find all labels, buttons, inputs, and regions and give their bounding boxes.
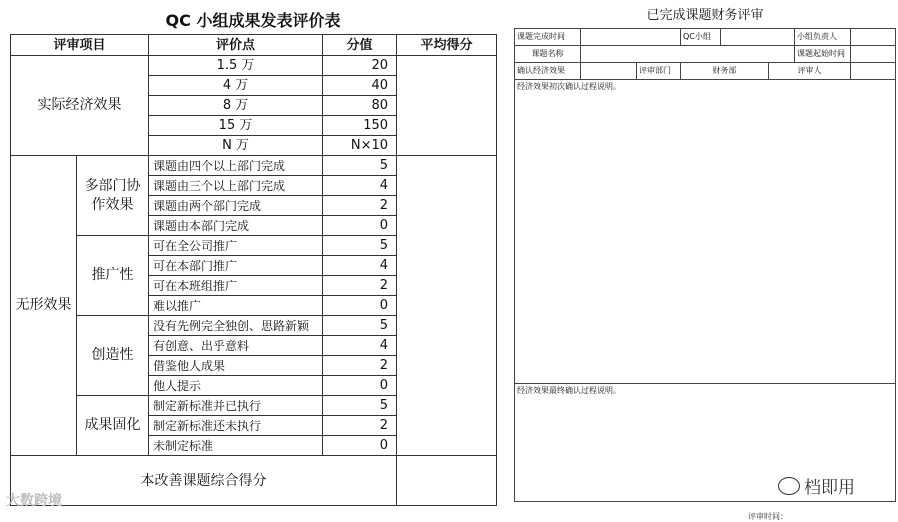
point-cell: 8 万 <box>149 96 323 116</box>
point-cell: 制定新标准还未执行 <box>149 416 323 436</box>
point-cell: 课题由四个以上部门完成 <box>149 156 323 176</box>
header-review-item: 评审项目 <box>11 35 149 56</box>
score-cell: 2 <box>323 356 397 376</box>
point-cell: 难以推广 <box>149 296 323 316</box>
point-cell: 可在本部门推广 <box>149 256 323 276</box>
wechat-icon <box>778 477 800 495</box>
topic-name-label: 课题名称 <box>515 46 581 63</box>
leader-label: 小组负责人 <box>795 29 851 46</box>
point-cell: 借鉴他人成果 <box>149 356 323 376</box>
header-row <box>11 35 497 56</box>
finance-review-table <box>514 28 896 502</box>
final-note: 经济效果最终确认过程说明。 <box>515 384 896 502</box>
total-row <box>11 456 497 506</box>
group-label: 多部门协作效果 <box>77 156 149 236</box>
point-cell: 课题由两个部门完成 <box>149 196 323 216</box>
review-dept-label: 评审部门 <box>637 63 681 80</box>
info-row-2 <box>515 46 896 63</box>
info-row-3 <box>515 63 896 80</box>
score-cell: 4 <box>323 336 397 356</box>
score-cell: 2 <box>323 276 397 296</box>
point-cell: 制定新标准并已执行 <box>149 396 323 416</box>
point-cell: 15 万 <box>149 116 323 136</box>
intangible-label: 无形效果 <box>11 156 77 456</box>
score-cell: 5 <box>323 156 397 176</box>
score-cell: 4 <box>323 256 397 276</box>
score-cell: 80 <box>323 96 397 116</box>
point-cell: 4 万 <box>149 76 323 96</box>
score-cell: 2 <box>323 196 397 216</box>
average-economic <box>397 56 497 156</box>
group-label: 推广性 <box>77 236 149 316</box>
score-cell: 0 <box>323 296 397 316</box>
point-cell: 没有先例完全独创、思路新颖 <box>149 316 323 336</box>
reviewer-value <box>851 63 896 80</box>
score-cell: 4 <box>323 176 397 196</box>
page-title: QC 小组成果发表评价表 <box>165 11 341 30</box>
score-cell: 150 <box>323 116 397 136</box>
start-time-label: 课题起始时间 <box>795 46 851 63</box>
group-label: 成果固化 <box>77 396 149 456</box>
table-row <box>11 56 497 76</box>
completion-time-value <box>581 29 681 46</box>
point-cell: 可在本班组推广 <box>149 276 323 296</box>
watermark-left: 大数跨境 <box>6 493 62 509</box>
point-cell: 课题由本部门完成 <box>149 216 323 236</box>
topic-name-value <box>581 46 795 63</box>
score-cell: 20 <box>323 56 397 76</box>
review-time-label: 评审时间： <box>748 512 788 521</box>
score-cell: 2 <box>323 416 397 436</box>
watermark-right <box>778 473 855 498</box>
score-cell: 0 <box>323 436 397 456</box>
start-time-value <box>851 46 896 63</box>
watermark-right-text: 档即用 <box>804 478 855 498</box>
point-cell: 课题由三个以上部门完成 <box>149 176 323 196</box>
point-cell: 他人提示 <box>149 376 323 396</box>
score-cell: 0 <box>323 216 397 236</box>
initial-note: 经济效果初次确认过程说明。 <box>515 80 896 384</box>
score-cell: N×10 <box>323 136 397 156</box>
economic-label: 实际经济效果 <box>11 56 149 156</box>
average-intangible <box>397 156 497 456</box>
total-label: 本改善课题综合得分 <box>11 456 397 506</box>
review-dept-value: 财务部 <box>681 63 769 80</box>
point-cell: 有创意、出乎意料 <box>149 336 323 356</box>
group-label: 创造性 <box>77 316 149 396</box>
qc-group-label: QC小组 <box>681 29 721 46</box>
score-cell: 5 <box>323 396 397 416</box>
completion-time-label: 课题完成时间 <box>515 29 581 46</box>
reviewer-label: 评审人 <box>769 63 851 80</box>
score-cell: 0 <box>323 376 397 396</box>
leader-value <box>851 29 896 46</box>
total-average <box>397 456 497 506</box>
point-cell: N 万 <box>149 136 323 156</box>
header-score: 分值 <box>323 35 397 56</box>
point-cell: 可在全公司推广 <box>149 236 323 256</box>
header-evaluation-point: 评价点 <box>149 35 323 56</box>
header-average: 平均得分 <box>397 35 497 56</box>
table-row <box>11 156 497 176</box>
evaluation-table <box>10 34 497 506</box>
review-title: 已完成课题财务评审 <box>646 8 764 23</box>
initial-note-row <box>515 80 896 384</box>
score-cell: 5 <box>323 316 397 336</box>
confirm-effect-label: 确认经济效果 <box>515 63 581 80</box>
point-cell: 1.5 万 <box>149 56 323 76</box>
score-cell: 40 <box>323 76 397 96</box>
point-cell: 未制定标准 <box>149 436 323 456</box>
info-row-1 <box>515 29 896 46</box>
confirm-effect-value <box>581 63 637 80</box>
qc-group-value <box>721 29 795 46</box>
score-cell: 5 <box>323 236 397 256</box>
